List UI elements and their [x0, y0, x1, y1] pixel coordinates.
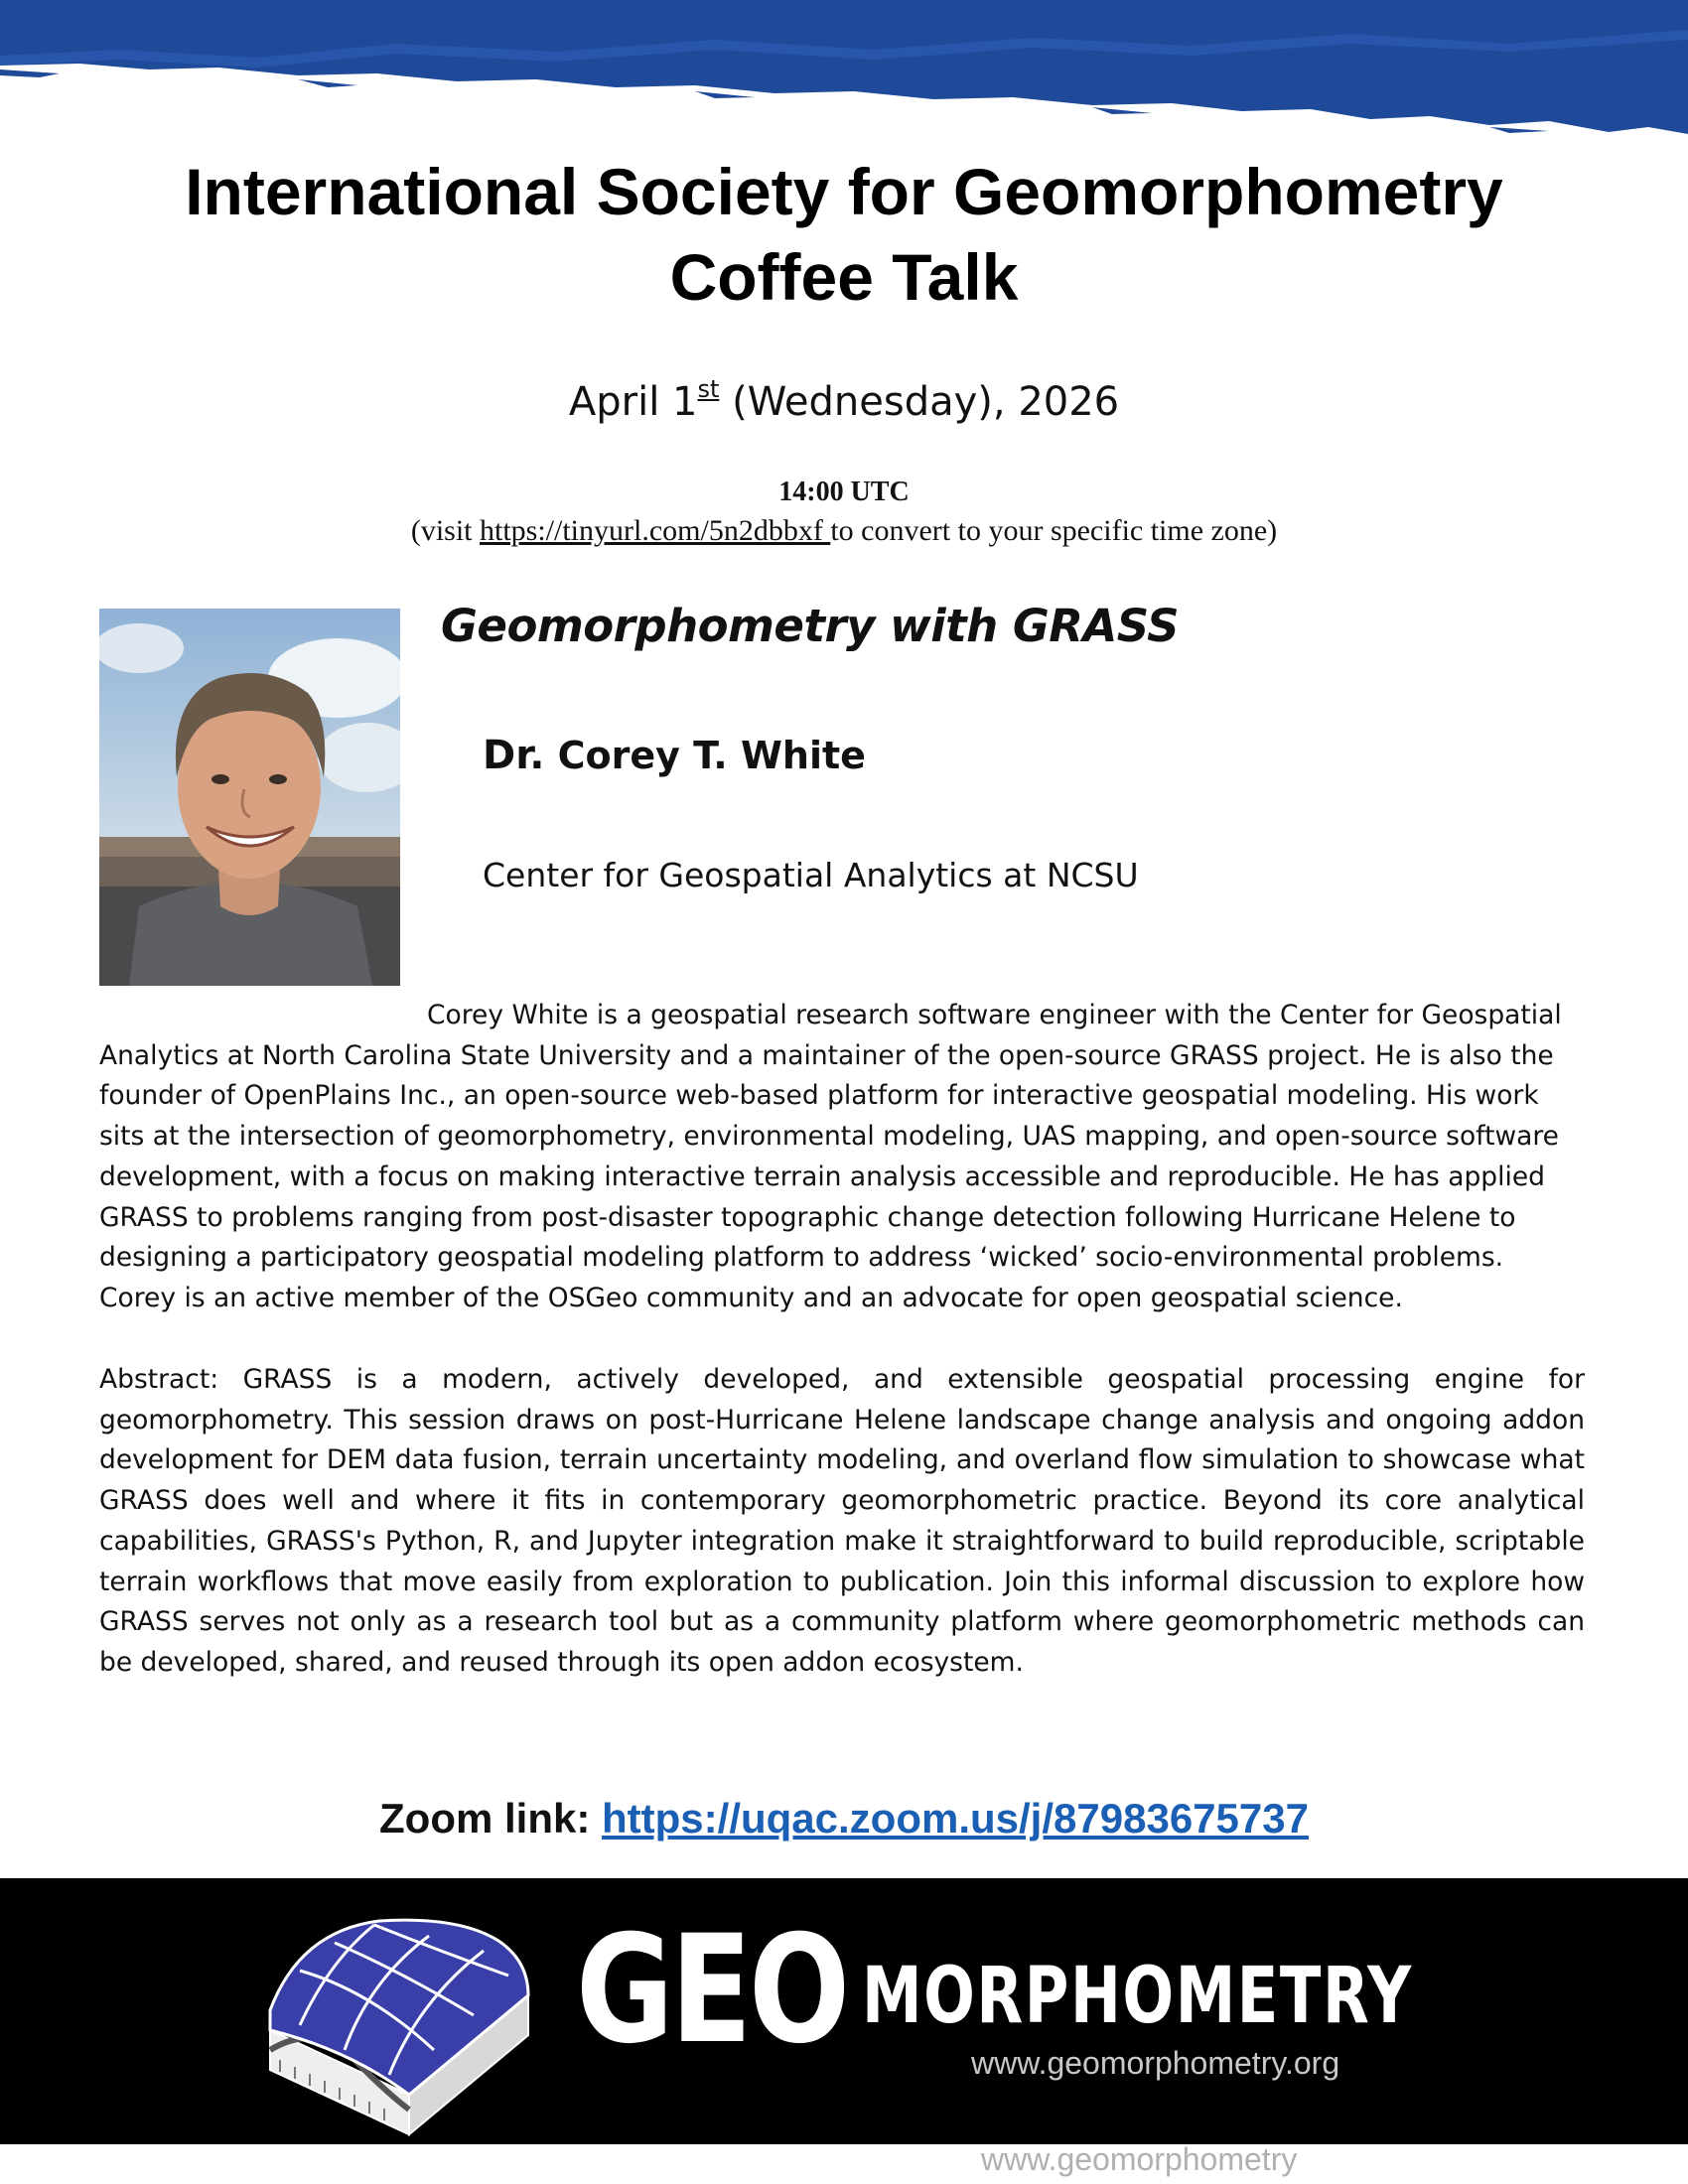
- footer-band-url: www.geomorphometry.org: [971, 2045, 1340, 2081]
- talk-title: Geomorphometry with GRASS: [441, 600, 1179, 652]
- logo-morphometry-wordmark: MORPHOMETRY: [862, 1952, 1413, 2041]
- blue-brush-stroke-banner: [0, 0, 1688, 139]
- speaker-honorific: Dr.: [483, 733, 545, 778]
- terrain-block-logo-icon: [260, 1901, 538, 2139]
- speaker-affiliation: Center for Geospatial Analytics at NCSU: [483, 856, 1139, 894]
- event-date: [0, 375, 1688, 425]
- timezone-link[interactable]: https://tinyurl.com/5n2dbbxf: [480, 514, 831, 547]
- footer-bottom-url: www.geomorphometry: [981, 2141, 1298, 2177]
- page-title: [0, 149, 1688, 320]
- title-line-2: Coffee Talk: [669, 240, 1019, 314]
- timezone-note: [0, 514, 1688, 548]
- event-time: 14:00 UTC: [778, 477, 910, 507]
- zoom-link[interactable]: https://uqac.zoom.us/j/87983675737: [602, 1795, 1309, 1842]
- talk-abstract: Abstract: GRASS is a modern, actively developed, and extensible geospatial processing engine for geomorphometry. This session draws on post-Hurricane Helene landscape change analysis and ongoing addon development for DEM data fusion, terrain uncertainty modeling, and overland flow simulation to showcase what GRASS does well and where it fits in contemporary geomorphometric practice. Beyond its core analytical capabilities, GRASS's Python, R, and Jupyter integration make it straightforward to build reproducible, scriptable terrain workflows that move easily from exploration to publication. Join this informal discussion to explore how GRASS serves not only as a research tool but as a community platform where geomorphometric methods can be developed, shared, and reused through its open addon ecosystem.: [99, 1364, 1585, 1678]
- date-ordinal: st: [697, 375, 720, 403]
- zoom-link-line: [0, 1795, 1688, 1843]
- logo-geo-wordmark: GEO: [576, 1904, 847, 2077]
- speaker-bio: Corey White is a geospatial research software engineer with the Center for Geospatial Analytics at North Carolina State University and a maintainer of the open-source GRASS project. He is also the founder of OpenPlains Inc., an open-source web-based platform for interactive geospatial modeling. His work sits at the intersection of geomorphometry, environmental modeling, UAS mapping, and open-source software development, with a focus on making interactive terrain analysis accessible and reproducible. He has applied GRASS to problems ranging from post-disaster topographic change detection following Hurricane Helene to designing a participatory geospatial modeling platform to address ‘wicked’ socio-environmental problems. Corey is an active member of the OSGeo community and an advocate for open geospatial science.: [99, 1000, 1562, 1313]
- zoom-label: Zoom link:: [379, 1795, 603, 1842]
- speaker-name: [483, 733, 866, 778]
- visit-prefix: (visit: [410, 514, 480, 547]
- speaker-fullname: Corey T. White: [544, 734, 866, 777]
- date-prefix: April 1: [568, 379, 698, 425]
- date-suffix: (Wednesday), 2026: [719, 379, 1120, 425]
- visit-suffix: to convert to your specific time zone): [830, 514, 1278, 547]
- title-line-1: International Society for Geomorphometry: [185, 155, 1503, 228]
- speaker-photo: [99, 609, 400, 986]
